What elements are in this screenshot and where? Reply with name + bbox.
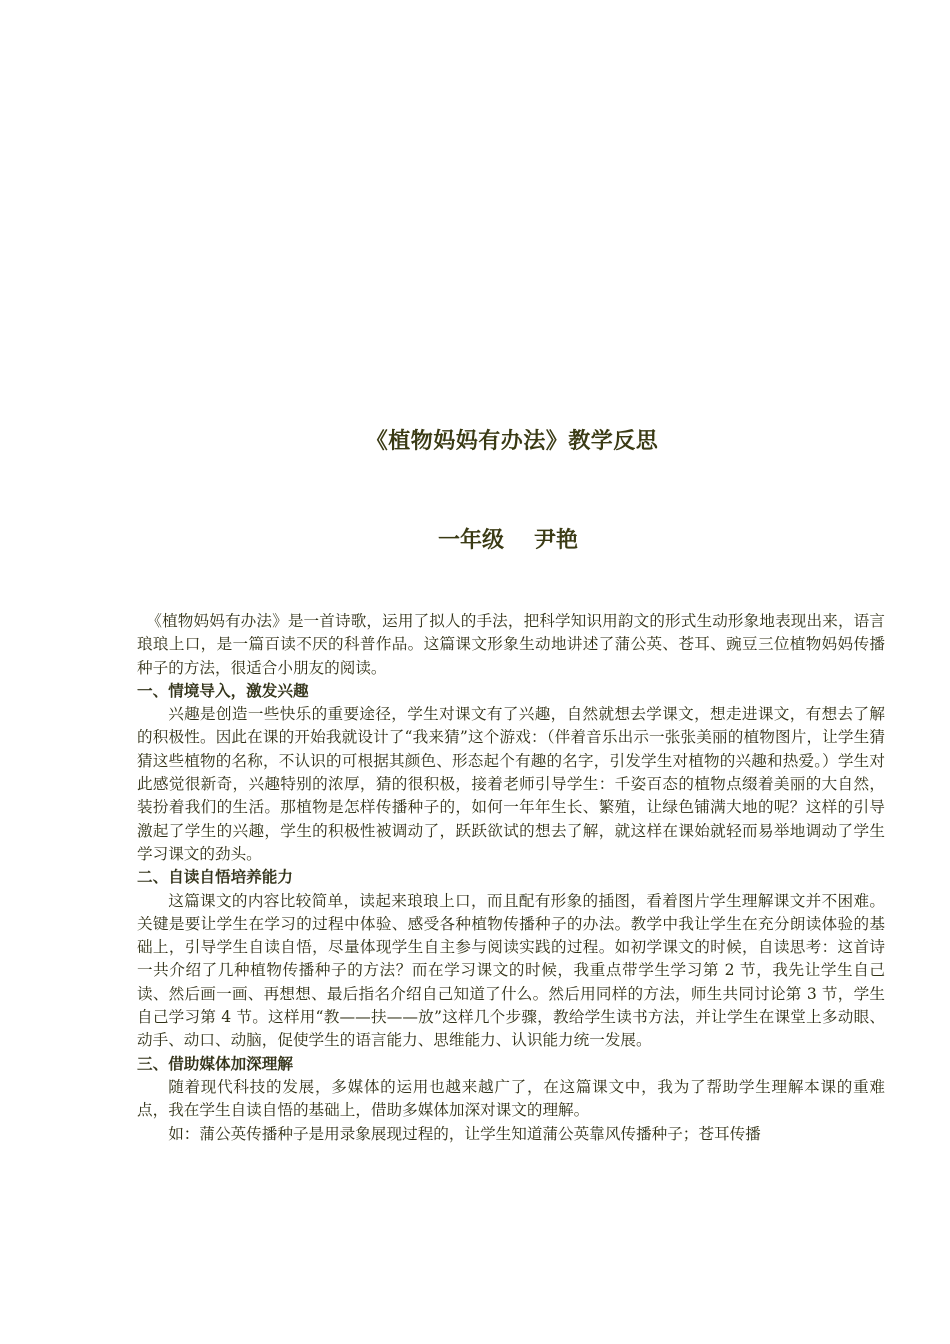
document-body xyxy=(137,610,885,1146)
author-line xyxy=(0,523,950,554)
section-1-paragraph-1: 兴趣是创造一些快乐的重要途径，学生对课文有了兴趣，自然就想去学课文，想走进课文，有想去了解的积极性。因此在课的开始我就设计了“我来猜”这个游戏：（伴着音乐出示一张张美丽的植物图片，让学生猜猜这些植物的名称，不认识的可根据其颜色、形态起个有趣的名字，引发学生对植物的兴趣和热爱。）学生对此感觉很新奇，兴趣特别的浓厚，猜的很积极，接着老师引导学生：千姿百态的植物点缀着美丽的大自然，装扮着我们的生活。那植物是怎样传播种子的，如何一年年生长、繁殖，让绿色铺满大地的呢？这样的引导激起了学生的兴趣，学生的积极性被调动了，跃跃欲试的想去了解，就这样在课始就轻而易举地调动了学生学习课文的劲头。 xyxy=(137,705,885,863)
section-heading-3: 三、借助媒体加深理解 xyxy=(137,1054,293,1073)
document-title: 《植物妈妈有办法》教学反思 xyxy=(365,429,659,454)
section-heading-1: 一、情境导入，激发兴趣 xyxy=(137,681,309,700)
section-3-paragraph-2: 如：蒲公英传播种子是用录象展现过程的，让学生知道蒲公英靠风传播种子；苍耳传播 xyxy=(168,1124,761,1143)
section-3-paragraph-1: 随着现代科技的发展，多媒体的运用也越来越广了，在这篇课文中，我为了帮助学生理解本课的重难点，我在学生自读自悟的基础上，借助多媒体加深对课文的理解。 xyxy=(137,1077,885,1120)
author-grade: 一年级 xyxy=(437,528,504,553)
intro-paragraph: 《植物妈妈有办法》是一首诗歌，运用了拟人的手法，把科学知识用韵文的形式生动形象地表现出来，语言琅琅上口，是一篇百读不厌的科普作品。这篇课文形象生动地讲述了蒲公英、苍耳、豌豆三位植物妈妈传播种子的方法，很适合小朋友的阅读。 xyxy=(137,612,885,677)
author-name: 尹艳 xyxy=(534,528,579,553)
section-2-paragraph-1: 这篇课文的内容比较简单，读起来琅琅上口，而且配有形象的插图，看着图片学生理解课文并不困难。关键是要让学生在学习的过程中体验、感受各种植物传播种子的办法。教学中我让学生在充分朗读体验的基础上，引导学生自读自悟，尽量体现学生自主参与阅读实践的过程。如初学课文的时候，自读思考：这首诗一共介绍了几种植物传播种子的方法？而在学习课文的时候，我重点带学生学习第 2 节，我先让学生自己读、然后画一画、再想想、最后指名介绍自己知道了什么。然后用同样的方法，师生共同讨论第 3 节，学生自己学习第 4 节。这样用“教——扶——放”这样几个步骤，教给学生读书方法，并让学生在课堂上多动眼、动手、动口、动脑，促使学生的语言能力、思维能力、认识能力统一发展。 xyxy=(137,891,885,1050)
section-heading-2: 二、自读自悟培养能力 xyxy=(137,868,293,887)
